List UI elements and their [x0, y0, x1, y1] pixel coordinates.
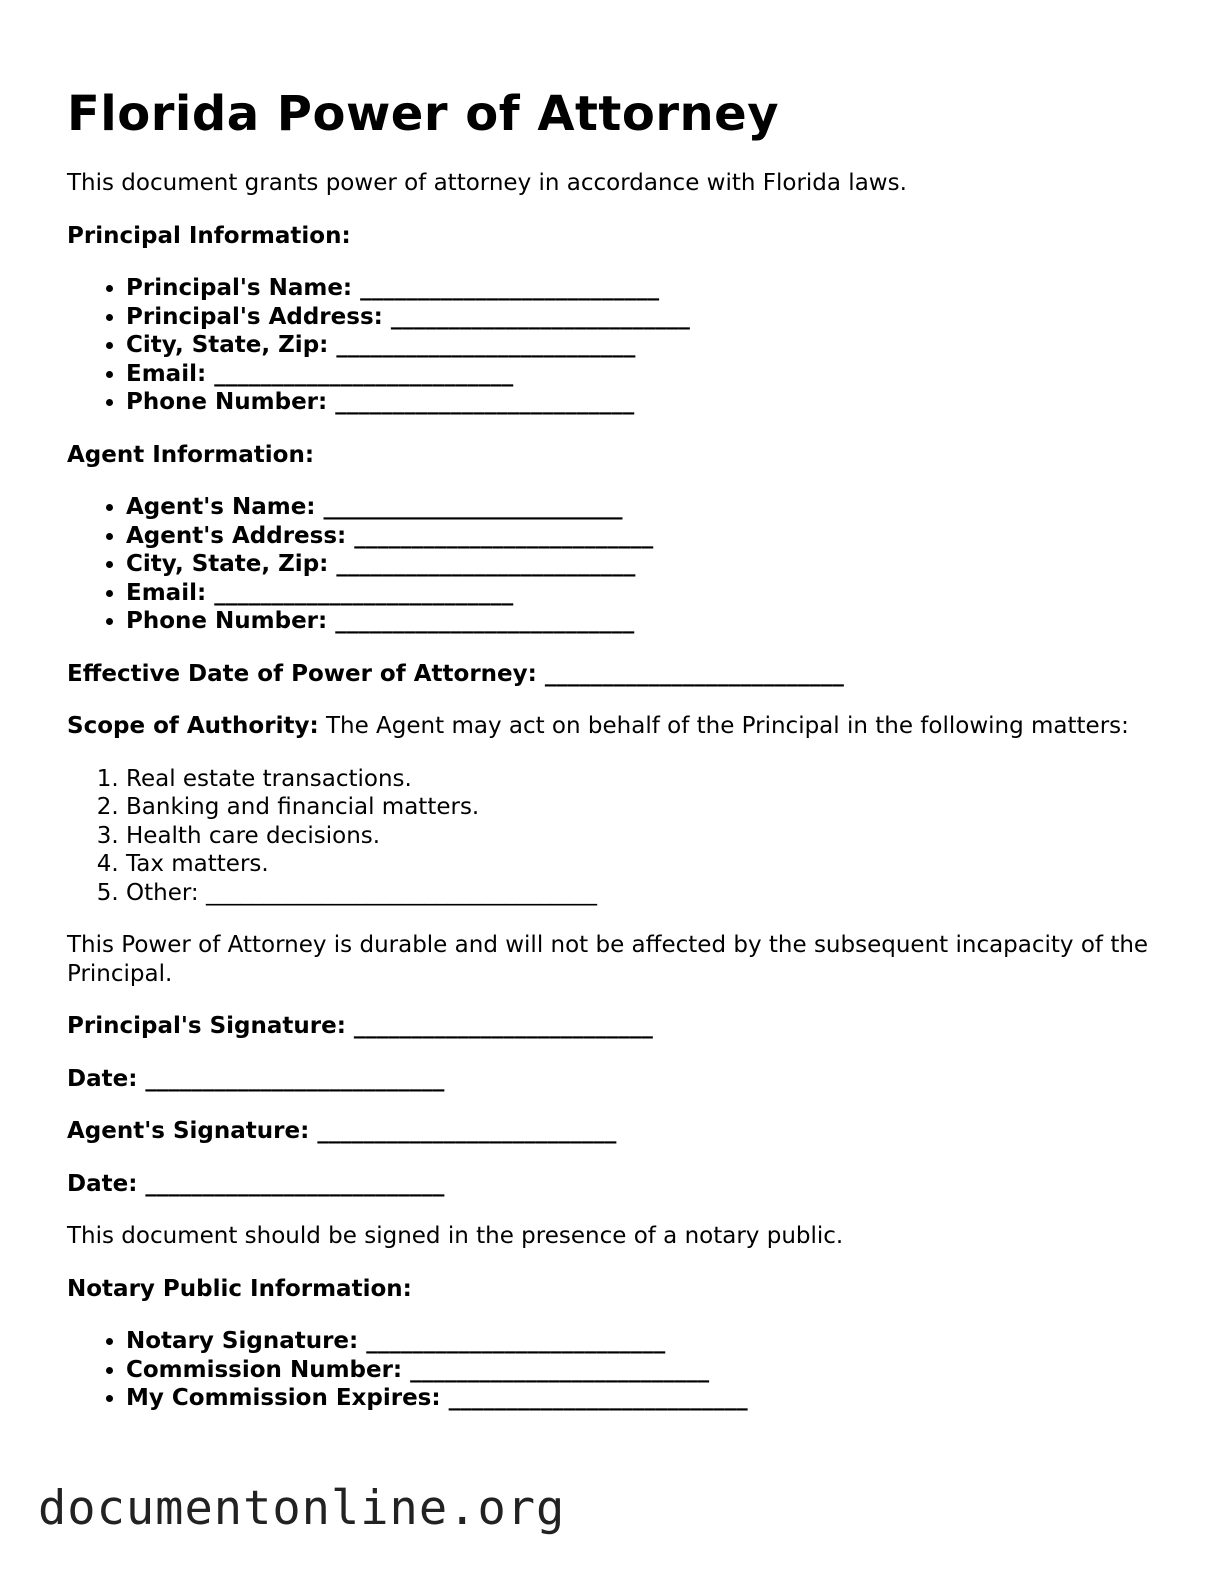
blank-line[interactable]: __________________________ — [317, 1118, 617, 1144]
scope-item: 3. Health care decisions. — [126, 822, 1167, 851]
notary-fields-list — [67, 1327, 1167, 1413]
blank-line[interactable]: __________________________ — [354, 522, 654, 549]
agent-phone-field: • Phone Number: __________________________ — [126, 607, 1167, 636]
scope-label: Scope of Authority: — [67, 713, 319, 739]
scope-item: 1. Real estate transactions. — [126, 765, 1167, 794]
principal-signature-field: Principal's Signature: __________________________ — [67, 1013, 653, 1039]
principal-city-state-zip-field: • City, State, Zip: __________________________ — [126, 331, 1167, 360]
scope-paragraph — [67, 712, 1167, 741]
scope-text: The Agent may act on behalf of the Principal in the following matters: — [325, 713, 1129, 739]
agent-fields-list — [67, 493, 1167, 636]
principal-date-field: Date: __________________________ — [67, 1065, 445, 1092]
principal-heading: Principal Information: — [67, 222, 351, 249]
agent-heading: Agent Information: — [67, 441, 315, 468]
page-title: Florida Power of Attorney — [67, 86, 780, 142]
intro-paragraph: This document grants power of attorney in accordance with Florida laws. — [67, 170, 907, 196]
principal-address-field: • Principal's Address: __________________________ — [126, 303, 1167, 332]
principal-name-field: • Principal's Name: __________________________ — [126, 274, 1167, 303]
scope-item: 2. Banking and financial matters. — [126, 793, 1167, 822]
blank-line[interactable]: __________________________ — [353, 1013, 653, 1039]
agent-address-field: • Agent's Address: __________________________ — [126, 522, 1167, 551]
commission-number-field: • Commission Number: __________________________ — [126, 1356, 1167, 1385]
principal-email-field: • Email: __________________________ — [126, 360, 1167, 389]
blank-line[interactable]: __________________________ — [390, 303, 690, 330]
blank-line[interactable]: __________________________ — [323, 494, 623, 520]
agent-name-field: • Agent's Name: __________________________ — [126, 493, 1167, 522]
agent-date-field: Date: __________________________ — [67, 1170, 445, 1197]
scope-item-other: 5. Other: __________________________________ — [126, 879, 1167, 908]
agent-email-field: • Email: __________________________ — [126, 579, 1167, 608]
blank-line[interactable]: __________________________ — [335, 389, 635, 415]
durable-paragraph: This Power of Attorney is durable and will not be affected by the subsequent incapacity of the Principal. — [67, 932, 1149, 987]
blank-line[interactable]: __________________________________ — [205, 879, 597, 906]
agent-city-state-zip-field: • City, State, Zip: __________________________ — [126, 550, 1167, 579]
blank-line[interactable]: __________________________ — [336, 332, 636, 358]
blank-line[interactable]: __________________________ — [145, 1170, 445, 1197]
scope-list — [67, 765, 1167, 908]
blank-line[interactable]: __________________________ — [214, 579, 514, 606]
document-page — [67, 84, 1167, 1437]
effective-date-field: Effective Date of Power of Attorney: __________________________ — [67, 660, 844, 687]
blank-line[interactable]: __________________________ — [336, 551, 636, 577]
watermark: documentonline.org — [38, 1481, 566, 1536]
blank-line[interactable]: __________________________ — [145, 1065, 445, 1092]
notary-heading: Notary Public Information: — [67, 1275, 412, 1302]
principal-fields-list — [67, 274, 1167, 417]
notary-signature-field: • Notary Signature: __________________________ — [126, 1327, 1167, 1356]
principal-phone-field: • Phone Number: __________________________ — [126, 388, 1167, 417]
notary-note: This document should be signed in the presence of a notary public. — [67, 1223, 844, 1249]
scope-item: 4. Tax matters. — [126, 850, 1167, 879]
agent-signature-field: Agent's Signature: __________________________ — [67, 1118, 617, 1144]
blank-line[interactable]: __________________________ — [360, 275, 660, 301]
blank-line[interactable]: __________________________ — [335, 608, 635, 634]
commission-expires-field: • My Commission Expires: __________________________ — [126, 1384, 1167, 1413]
blank-line[interactable]: __________________________ — [214, 360, 514, 387]
blank-line[interactable]: __________________________ — [544, 660, 844, 687]
blank-line[interactable]: __________________________ — [366, 1328, 666, 1354]
blank-line[interactable]: __________________________ — [448, 1385, 748, 1411]
blank-line[interactable]: __________________________ — [410, 1356, 710, 1383]
